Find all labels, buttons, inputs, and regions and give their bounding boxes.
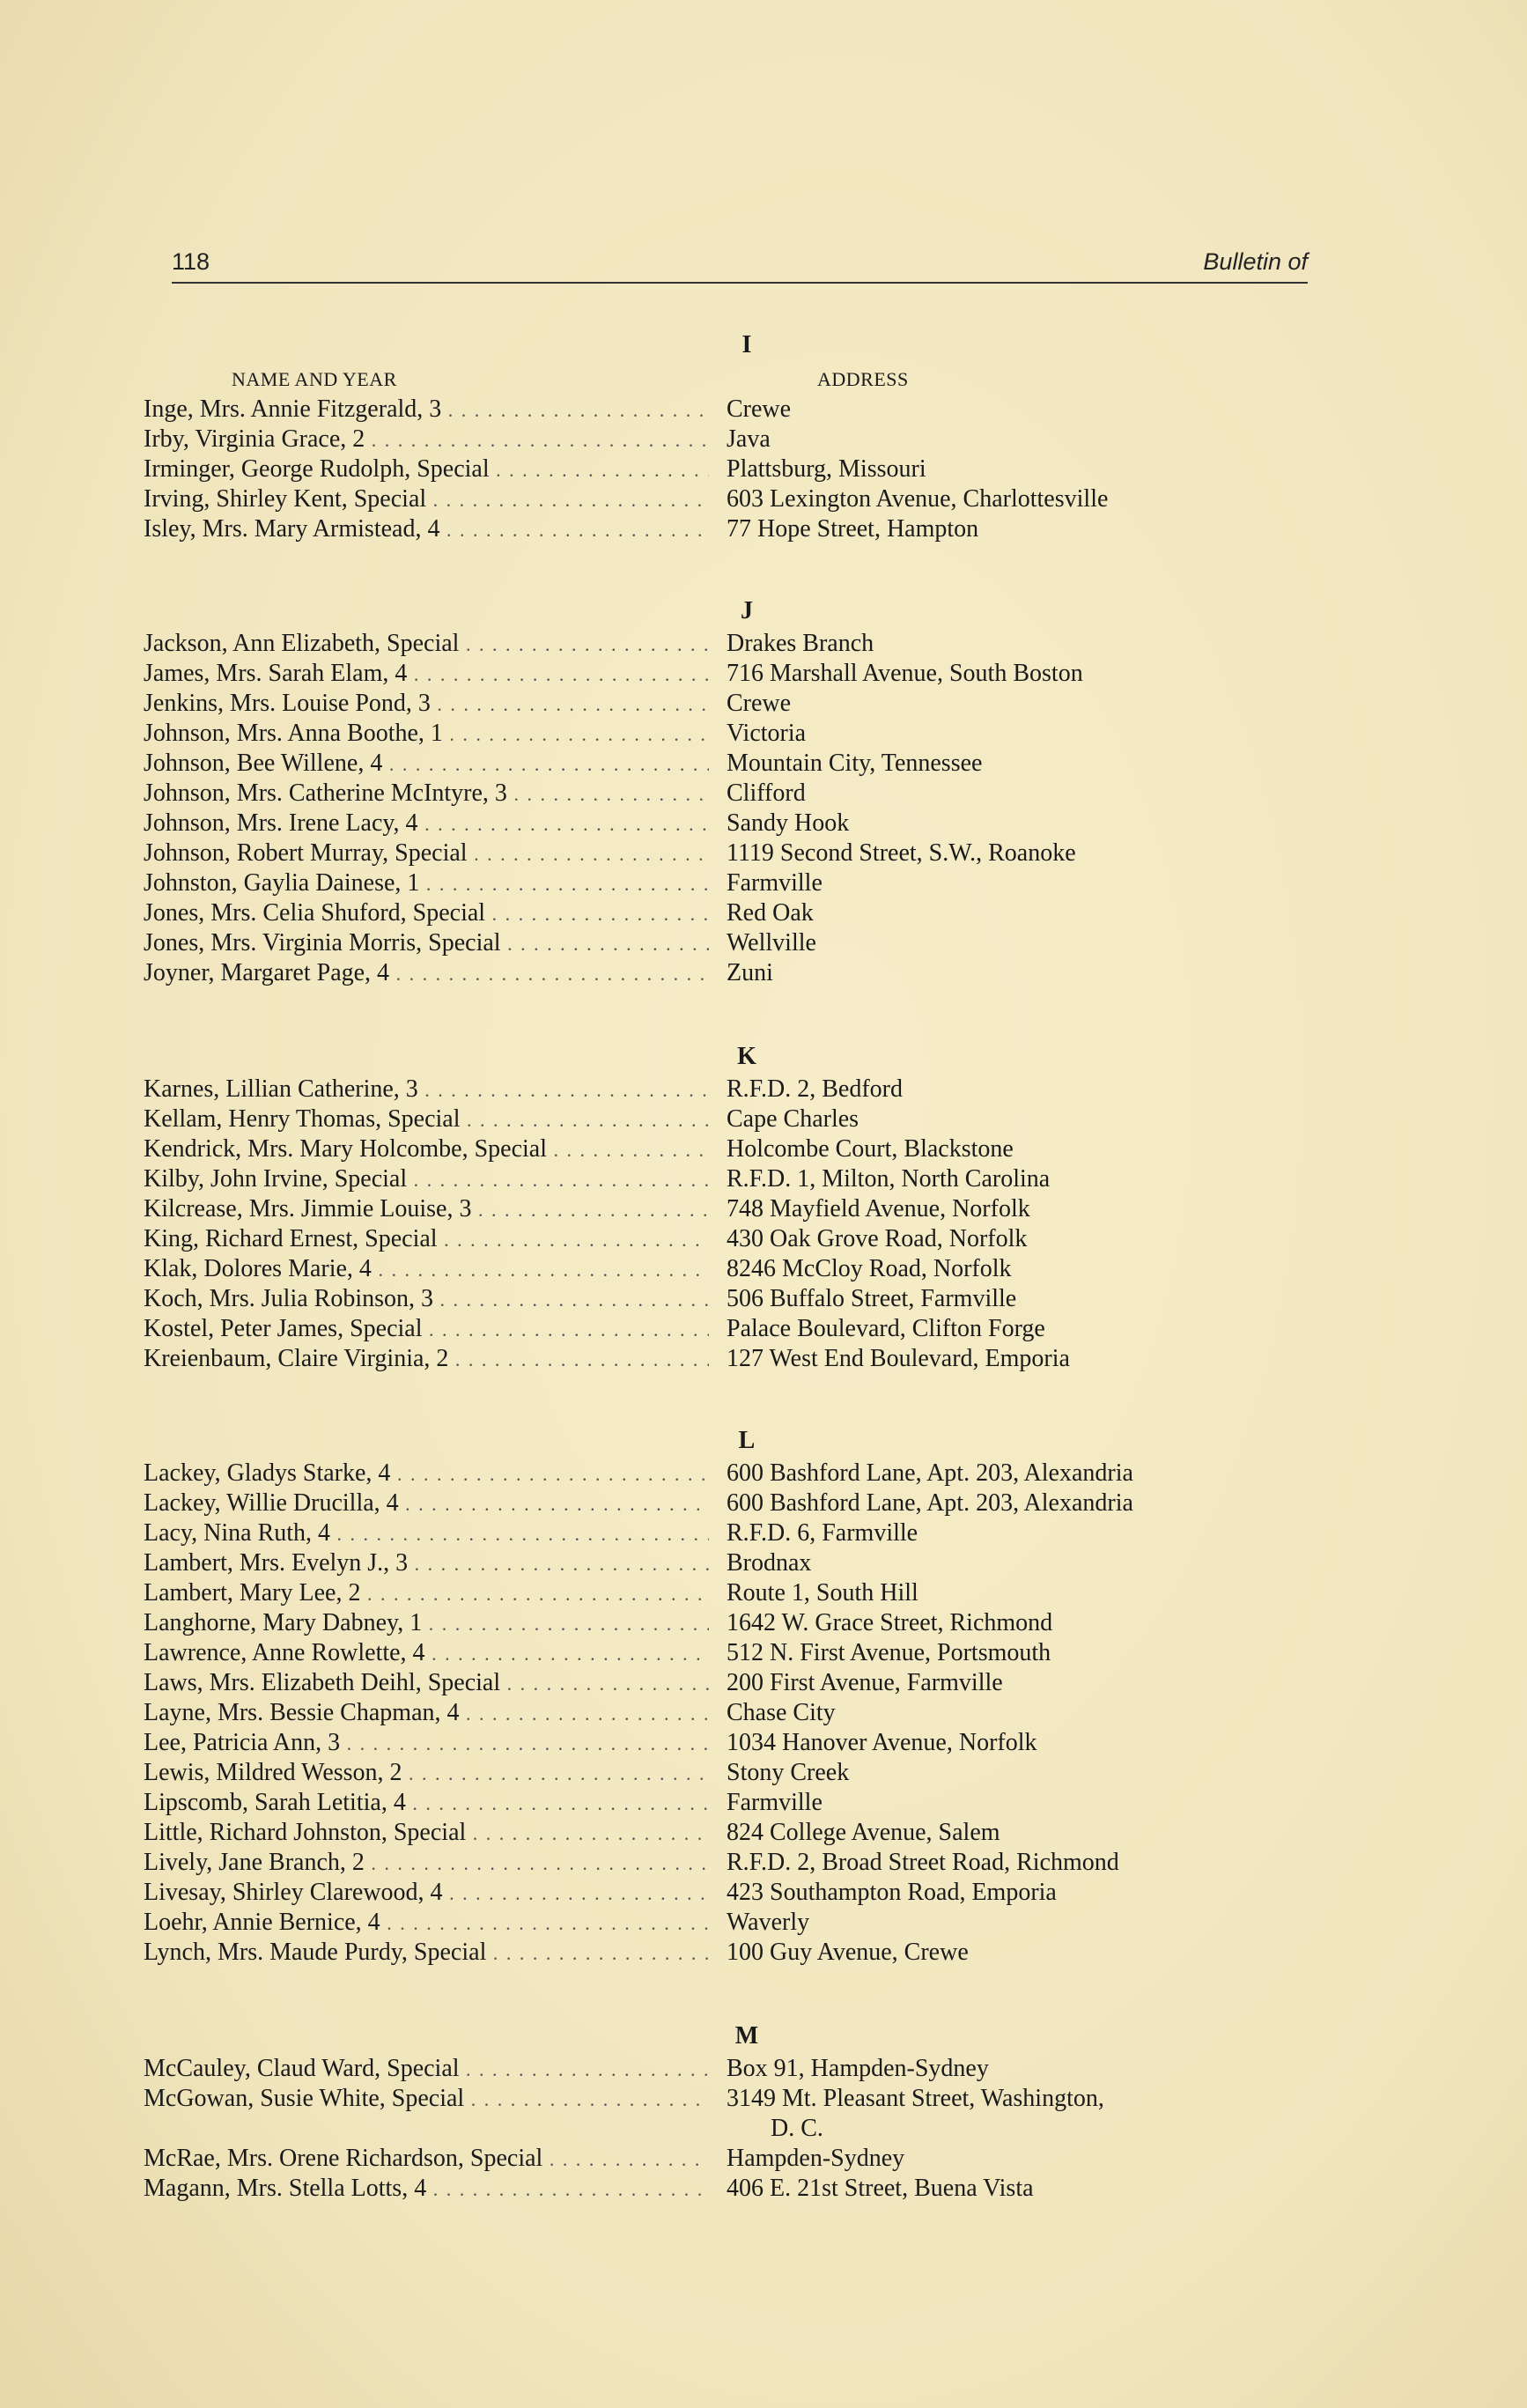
student-name-text: Loehr, Annie Bernice, 4 bbox=[144, 1909, 380, 1936]
student-address-continuation: D. C. bbox=[771, 2115, 823, 2142]
directory-entry bbox=[144, 689, 1324, 719]
column-headers bbox=[144, 363, 1324, 395]
student-address-text: Victoria bbox=[727, 720, 807, 747]
student-address bbox=[727, 1194, 1030, 1224]
student-name-text: Lackey, Gladys Starke, 4 bbox=[144, 1459, 391, 1487]
directory-entry bbox=[144, 1818, 1324, 1848]
section-i bbox=[144, 328, 1324, 544]
student-address-text: 748 Mayfield Avenue, Norfolk bbox=[727, 1195, 1030, 1222]
student-name-text: Joyner, Margaret Page, 4 bbox=[144, 959, 390, 986]
student-address-text: 77 Hope Street, Hampton bbox=[727, 515, 979, 543]
student-name-text: Lipscomb, Sarah Letitia, 4 bbox=[144, 1789, 406, 1816]
student-name-text: Lynch, Mrs. Maude Purdy, Special bbox=[144, 1939, 487, 1966]
student-address-text: Box 91, Hampden-Sydney bbox=[727, 2055, 989, 2082]
student-address-text: 512 N. First Avenue, Portsmouth bbox=[727, 1639, 1051, 1666]
student-name-text: King, Richard Ernest, Special bbox=[144, 1225, 438, 1252]
student-address-text: Farmville bbox=[727, 1789, 823, 1816]
student-address-text: 200 First Avenue, Farmville bbox=[727, 1669, 1003, 1696]
section-letter: L bbox=[738, 1427, 756, 1454]
student-address bbox=[727, 749, 982, 779]
directory-entry bbox=[144, 2054, 1324, 2084]
directory-entry bbox=[144, 749, 1324, 779]
student-name-text: Little, Richard Johnston, Special bbox=[144, 1819, 467, 1846]
student-address-text: 716 Marshall Avenue, South Boston bbox=[727, 660, 1083, 687]
student-address-text: Route 1, South Hill bbox=[727, 1579, 918, 1607]
student-name bbox=[144, 1194, 709, 1225]
directory-entry bbox=[144, 1608, 1324, 1638]
student-name bbox=[144, 838, 709, 869]
section-l bbox=[144, 1423, 1324, 1968]
student-name bbox=[144, 1848, 709, 1879]
student-name-text: Lambert, Mrs. Evelyn J., 3 bbox=[144, 1549, 409, 1577]
directory-entry bbox=[144, 1164, 1324, 1194]
section-j bbox=[144, 594, 1324, 988]
student-name bbox=[144, 1878, 709, 1909]
student-address bbox=[727, 1938, 969, 1968]
student-address bbox=[727, 719, 806, 749]
student-address bbox=[727, 868, 823, 898]
directory-entry bbox=[144, 1908, 1324, 1938]
student-address bbox=[727, 1668, 1003, 1698]
student-address-text: Crewe bbox=[727, 690, 792, 717]
student-name-text: McGowan, Susie White, Special bbox=[144, 2085, 465, 2112]
section-spacer bbox=[144, 988, 1324, 1039]
directory-entry bbox=[144, 779, 1324, 809]
directory-entry bbox=[144, 514, 1324, 544]
student-address bbox=[727, 689, 791, 719]
student-name bbox=[144, 1908, 709, 1939]
address-column-header: ADDRESS bbox=[817, 368, 909, 390]
student-name-text: Koch, Mrs. Julia Robinson, 3 bbox=[144, 1285, 433, 1312]
student-address bbox=[727, 1818, 1000, 1848]
student-name-text: Kilcrease, Mrs. Jimmie Louise, 3 bbox=[144, 1195, 472, 1222]
student-name-text: Jones, Mrs. Celia Shuford, Special bbox=[144, 899, 486, 927]
student-address bbox=[727, 1878, 1057, 1908]
student-address-text: 423 Southampton Road, Emporia bbox=[727, 1879, 1057, 1906]
directory-entry bbox=[144, 1728, 1324, 1758]
student-name-text: Irby, Virginia Grace, 2 bbox=[144, 425, 365, 453]
student-name bbox=[144, 1284, 709, 1315]
student-name-text: McCauley, Claud Ward, Special bbox=[144, 2055, 460, 2082]
student-address-text: Plattsburg, Missouri bbox=[727, 455, 926, 483]
student-name-text: Inge, Mrs. Annie Fitzgerald, 3 bbox=[144, 395, 442, 423]
student-address bbox=[727, 1908, 809, 1938]
directory-entry bbox=[144, 898, 1324, 928]
student-address-text: Sandy Hook bbox=[727, 809, 850, 837]
student-name bbox=[144, 2084, 709, 2115]
student-address bbox=[727, 425, 771, 454]
student-address-text: 100 Guy Avenue, Crewe bbox=[727, 1939, 969, 1966]
directory-entry bbox=[144, 1758, 1324, 1788]
student-name-text: Lawrence, Anne Rowlette, 4 bbox=[144, 1639, 425, 1666]
student-address-text: Wellville bbox=[727, 929, 816, 957]
student-address bbox=[727, 629, 874, 659]
student-name bbox=[144, 1344, 709, 1375]
student-address-text: Brodnax bbox=[727, 1549, 812, 1577]
student-address-text: Java bbox=[727, 425, 771, 453]
directory-entry bbox=[144, 1254, 1324, 1284]
student-name bbox=[144, 898, 709, 929]
student-address-text: Chase City bbox=[727, 1699, 836, 1726]
student-address bbox=[727, 1518, 918, 1548]
student-name bbox=[144, 2144, 709, 2175]
directory-entry bbox=[144, 1788, 1324, 1818]
student-name-text: Klak, Dolores Marie, 4 bbox=[144, 1255, 372, 1282]
directory-entry bbox=[144, 484, 1324, 514]
student-name-text: Johnson, Bee Willene, 4 bbox=[144, 750, 383, 777]
student-name-text: Lewis, Mildred Wesson, 2 bbox=[144, 1759, 402, 1786]
student-name bbox=[144, 1254, 709, 1285]
student-address bbox=[727, 898, 814, 928]
student-name bbox=[144, 1488, 709, 1519]
student-name-text: Laws, Mrs. Elizabeth Deihl, Special bbox=[144, 1669, 501, 1696]
student-address-text: Drakes Branch bbox=[727, 630, 874, 657]
student-name-text: Jackson, Ann Elizabeth, Special bbox=[144, 630, 460, 657]
student-name-text: Kendrick, Mrs. Mary Holcombe, Special bbox=[144, 1135, 547, 1163]
student-name-text: Irminger, George Rudolph, Special bbox=[144, 455, 490, 483]
student-address-text: R.F.D. 2, Bedford bbox=[727, 1075, 903, 1103]
directory-entry bbox=[144, 1638, 1324, 1668]
section-spacer bbox=[144, 1374, 1324, 1423]
student-name-text: Kellam, Henry Thomas, Special bbox=[144, 1105, 461, 1133]
student-address-text: 600 Bashford Lane, Apt. 203, Alexandria bbox=[727, 1489, 1133, 1517]
student-name bbox=[144, 454, 709, 485]
student-name bbox=[144, 1788, 709, 1819]
student-name bbox=[144, 689, 709, 720]
student-name bbox=[144, 514, 709, 545]
student-address-text: Crewe bbox=[727, 395, 792, 423]
directory-entry bbox=[144, 2084, 1324, 2144]
student-address bbox=[727, 958, 773, 988]
section-spacer bbox=[144, 544, 1324, 594]
student-name bbox=[144, 719, 709, 750]
directory-entry bbox=[144, 659, 1324, 689]
student-address bbox=[727, 1488, 1133, 1518]
student-address-text: Farmville bbox=[727, 869, 823, 897]
student-address bbox=[727, 2054, 989, 2084]
student-address-text: R.F.D. 1, Milton, North Carolina bbox=[727, 1165, 1051, 1193]
student-address-text: Mountain City, Tennessee bbox=[727, 750, 983, 777]
student-name bbox=[144, 629, 709, 660]
student-name-text: Jenkins, Mrs. Louise Pond, 3 bbox=[144, 690, 431, 717]
student-address-text: Hampden-Sydney bbox=[727, 2145, 905, 2172]
student-address bbox=[727, 1758, 849, 1788]
student-name-text: Kreienbaum, Claire Virginia, 2 bbox=[144, 1345, 449, 1372]
directory-entry bbox=[144, 1878, 1324, 1908]
directory-entry bbox=[144, 629, 1324, 659]
student-name-text: Lambert, Mary Lee, 2 bbox=[144, 1579, 361, 1607]
student-address bbox=[727, 1608, 1052, 1638]
section-letter: K bbox=[737, 1043, 756, 1070]
section-m bbox=[144, 2019, 1324, 2204]
student-name-text: Johnson, Robert Murray, Special bbox=[144, 839, 468, 867]
student-name bbox=[144, 809, 709, 839]
student-address bbox=[727, 1344, 1070, 1374]
directory-entry bbox=[144, 1938, 1324, 1968]
student-address bbox=[727, 1578, 918, 1608]
section-k bbox=[144, 1039, 1324, 1374]
student-name-text: James, Mrs. Sarah Elam, 4 bbox=[144, 660, 408, 687]
student-name bbox=[144, 958, 709, 989]
directory-entry bbox=[144, 1284, 1324, 1314]
student-address bbox=[727, 1548, 811, 1578]
student-address bbox=[727, 2084, 1308, 2144]
directory-entry bbox=[144, 1075, 1324, 1104]
student-address bbox=[727, 2144, 904, 2174]
student-address bbox=[727, 1134, 1014, 1164]
student-name-text: Jones, Mrs. Virginia Morris, Special bbox=[144, 929, 501, 957]
student-address-text: Red Oak bbox=[727, 899, 814, 927]
directory-entry bbox=[144, 1848, 1324, 1878]
directory-entry bbox=[144, 2144, 1324, 2174]
student-address bbox=[727, 1224, 1027, 1254]
student-name bbox=[144, 1728, 709, 1759]
student-name-text: Magann, Mrs. Stella Lotts, 4 bbox=[144, 2175, 427, 2202]
directory-entry bbox=[144, 1698, 1324, 1728]
directory-entry bbox=[144, 928, 1324, 958]
student-address bbox=[727, 514, 978, 544]
student-name bbox=[144, 1758, 709, 1789]
directory-entry bbox=[144, 1194, 1324, 1224]
student-name bbox=[144, 1818, 709, 1849]
directory-entry bbox=[144, 1578, 1324, 1608]
student-name bbox=[144, 1548, 709, 1579]
directory-entry bbox=[144, 2174, 1324, 2204]
student-name bbox=[144, 1938, 709, 1969]
student-directory bbox=[144, 328, 1324, 2204]
student-name bbox=[144, 1668, 709, 1699]
section-letter: J bbox=[741, 597, 753, 624]
student-address-text: Holcombe Court, Blackstone bbox=[727, 1135, 1014, 1163]
student-address bbox=[727, 928, 816, 958]
student-address bbox=[727, 1075, 903, 1104]
student-name-text: Irving, Shirley Kent, Special bbox=[144, 485, 427, 513]
directory-entry bbox=[144, 1518, 1324, 1548]
student-name-text: McRae, Mrs. Orene Richardson, Special bbox=[144, 2145, 543, 2172]
student-name-text: Layne, Mrs. Bessie Chapman, 4 bbox=[144, 1699, 460, 1726]
student-address-text: 3149 Mt. Pleasant Street, Washington, bbox=[727, 2085, 1104, 2112]
student-address-text: Waverly bbox=[727, 1909, 810, 1936]
student-address-text: 1642 W. Grace Street, Richmond bbox=[727, 1609, 1053, 1636]
student-name-text: Livesay, Shirley Clarewood, 4 bbox=[144, 1879, 443, 1906]
student-name-text: Karnes, Lillian Catherine, 3 bbox=[144, 1075, 418, 1103]
student-address-text: 1034 Hanover Avenue, Norfolk bbox=[727, 1729, 1037, 1756]
student-name bbox=[144, 659, 709, 690]
name-column-header: NAME AND YEAR bbox=[232, 368, 397, 390]
student-address bbox=[727, 1164, 1050, 1194]
directory-entry bbox=[144, 1548, 1324, 1578]
directory-entry bbox=[144, 868, 1324, 898]
student-name bbox=[144, 395, 709, 425]
student-name bbox=[144, 1164, 709, 1195]
directory-entry bbox=[144, 1668, 1324, 1698]
student-address-text: 824 College Avenue, Salem bbox=[727, 1819, 1000, 1846]
student-address bbox=[727, 484, 1108, 514]
student-name-text: Johnston, Gaylia Dainese, 1 bbox=[144, 869, 420, 897]
student-name-text: Kostel, Peter James, Special bbox=[144, 1315, 423, 1342]
student-address bbox=[727, 454, 926, 484]
student-name-text: Lee, Patricia Ann, 3 bbox=[144, 1729, 341, 1756]
directory-entry bbox=[144, 1224, 1324, 1254]
student-address-text: R.F.D. 2, Broad Street Road, Richmond bbox=[727, 1849, 1119, 1876]
student-address-text: Cape Charles bbox=[727, 1105, 859, 1133]
directory-entry bbox=[144, 719, 1324, 749]
student-name-text: Johnson, Mrs. Catherine McIntyre, 3 bbox=[144, 779, 507, 807]
student-name bbox=[144, 2054, 709, 2085]
student-address bbox=[727, 1698, 836, 1728]
section-spacer bbox=[144, 1968, 1324, 2019]
student-name-text: Isley, Mrs. Mary Armistead, 4 bbox=[144, 515, 440, 543]
student-name bbox=[144, 749, 709, 779]
directory-entry bbox=[144, 454, 1324, 484]
directory-entry bbox=[144, 425, 1324, 454]
student-name bbox=[144, 1134, 709, 1165]
directory-entry bbox=[144, 1488, 1324, 1518]
student-name-text: Lively, Jane Branch, 2 bbox=[144, 1849, 365, 1876]
student-address-text: Zuni bbox=[727, 959, 773, 986]
section-letter: I bbox=[741, 331, 752, 358]
page-header bbox=[172, 245, 1308, 284]
student-name-text: Kilby, John Irvine, Special bbox=[144, 1165, 408, 1193]
student-address bbox=[727, 1104, 859, 1134]
student-name-text: Johnson, Mrs. Anna Boothe, 1 bbox=[144, 720, 443, 747]
directory-entry bbox=[144, 1104, 1324, 1134]
student-name bbox=[144, 1518, 709, 1549]
student-address bbox=[727, 1459, 1133, 1488]
student-address-text: 603 Lexington Avenue, Charlottesville bbox=[727, 485, 1109, 513]
student-address-text: 430 Oak Grove Road, Norfolk bbox=[727, 1225, 1028, 1252]
directory-entry bbox=[144, 395, 1324, 425]
student-address bbox=[727, 1284, 1016, 1314]
running-title: Bulletin of bbox=[1203, 248, 1308, 275]
directory-entry bbox=[144, 958, 1324, 988]
student-name bbox=[144, 1459, 709, 1489]
student-name-text: Lackey, Willie Drucilla, 4 bbox=[144, 1489, 399, 1517]
student-address-text: 127 West End Boulevard, Emporia bbox=[727, 1345, 1070, 1372]
student-address-text: Palace Boulevard, Clifton Forge bbox=[727, 1315, 1045, 1342]
student-name bbox=[144, 1608, 709, 1639]
student-name bbox=[144, 1638, 709, 1669]
student-address bbox=[727, 809, 849, 838]
student-address-text: 8246 McCloy Road, Norfolk bbox=[727, 1255, 1012, 1282]
student-address-text: 506 Buffalo Street, Farmville bbox=[727, 1285, 1017, 1312]
student-name bbox=[144, 1578, 709, 1609]
student-address bbox=[727, 1254, 1012, 1284]
student-address bbox=[727, 779, 806, 809]
directory-entry bbox=[144, 1314, 1324, 1344]
student-name-text: Langhorne, Mary Dabney, 1 bbox=[144, 1609, 423, 1636]
student-name bbox=[144, 1698, 709, 1729]
student-address bbox=[727, 838, 1076, 868]
student-name bbox=[144, 928, 709, 959]
section-letter: M bbox=[734, 2022, 759, 2050]
student-name bbox=[144, 425, 709, 455]
student-name bbox=[144, 1224, 709, 1255]
student-address bbox=[727, 395, 791, 425]
student-address-text: Clifford bbox=[727, 779, 806, 807]
student-address bbox=[727, 659, 1083, 689]
directory-entry bbox=[144, 1344, 1324, 1374]
student-address-text: Stony Creek bbox=[727, 1759, 850, 1786]
directory-entry bbox=[144, 1459, 1324, 1488]
student-name bbox=[144, 868, 709, 899]
student-address-text: 600 Bashford Lane, Apt. 203, Alexandria bbox=[727, 1459, 1133, 1487]
directory-entry bbox=[144, 809, 1324, 838]
student-name bbox=[144, 779, 709, 809]
student-address bbox=[727, 1314, 1045, 1344]
directory-entry bbox=[144, 1134, 1324, 1164]
student-address-text: R.F.D. 6, Farmville bbox=[727, 1519, 918, 1547]
student-name bbox=[144, 1075, 709, 1105]
student-address bbox=[727, 1638, 1051, 1668]
student-name-text: Johnson, Mrs. Irene Lacy, 4 bbox=[144, 809, 418, 837]
student-name bbox=[144, 1104, 709, 1135]
student-name-text: Lacy, Nina Ruth, 4 bbox=[144, 1519, 331, 1547]
student-address-text: 406 E. 21st Street, Buena Vista bbox=[727, 2175, 1034, 2202]
student-address bbox=[727, 2174, 1034, 2204]
page-number: 118 bbox=[172, 248, 210, 275]
student-address-text: 1119 Second Street, S.W., Roanoke bbox=[727, 839, 1076, 867]
student-name bbox=[144, 484, 709, 515]
student-address bbox=[727, 1788, 823, 1818]
student-name bbox=[144, 1314, 709, 1345]
student-address bbox=[727, 1848, 1119, 1878]
student-name bbox=[144, 2174, 709, 2205]
student-address bbox=[727, 1728, 1037, 1758]
directory-entry bbox=[144, 838, 1324, 868]
